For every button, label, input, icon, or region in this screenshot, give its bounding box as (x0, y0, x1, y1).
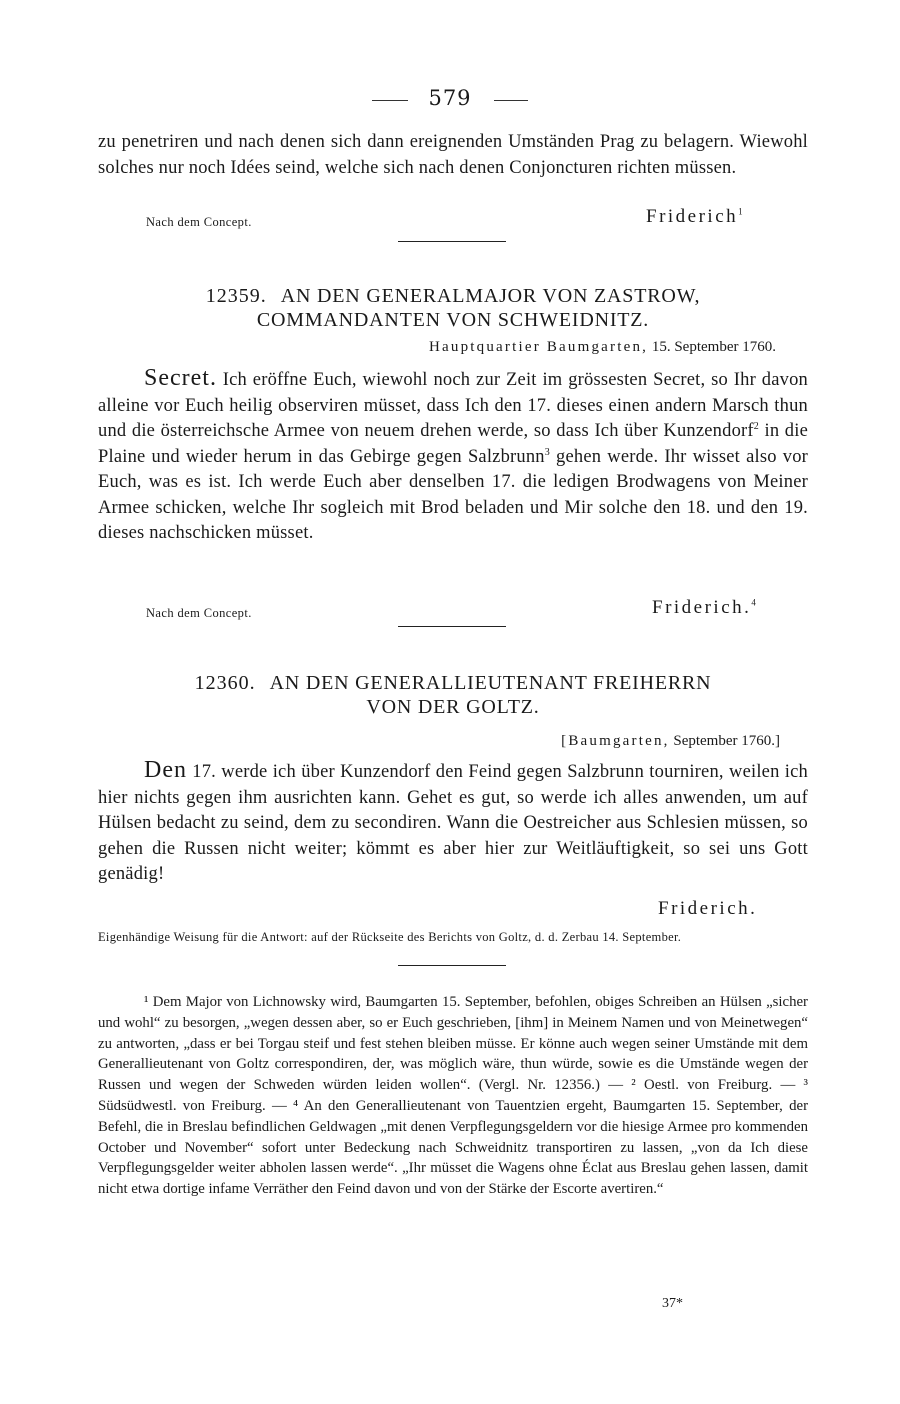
letter1-mark-a: 2 (753, 420, 759, 432)
letter1-place: Hauptquartier Baumgarten, (428, 339, 649, 355)
letter2-place: [Baumgarten, (561, 733, 670, 749)
intro-signature-name: Friderich (646, 206, 739, 227)
letter2-body-text: 17. werde ich über Kunzendorf den Feind gegen Salzbrunn tourniren, weilen ich hier nichts gegen ihm ausrichten kann. Gehet es gut, so werde ich alles anwenden, um auf Hülsen bedacht zu seind, dem zu secondiren. Wann die Oestreicher aus Schlesien müssen, so gehen die Russen nicht weiter; kömmt es aber hier zur Weitläuftigkeit, so sei uns Gott genädig! (98, 762, 808, 884)
letter2-heading-line2: VON DER GOLTZ. (366, 696, 540, 718)
letter1-mark-b: 3 (544, 446, 550, 458)
letter1-body-b: in die Plaine und wieder herum in das Gebirge gegen Salzbrunn (98, 421, 808, 467)
letter1-body-a: Ich eröffne Euch, wiewohl noch zur Zeit im grössesten Secret, so Ihr davon alleine vor Euch heilig observiren müsset, dass Ich den 17. dieses einen andern Marsch thun und die österreichsche Armee von neuem drehen werde, so dass Ich über Kunzendorf (98, 370, 808, 441)
letter1-heading-line2: COMMANDANTEN VON SCHWEIDNITZ. (256, 309, 650, 331)
section-divider (398, 241, 506, 242)
intro-concept-note: Nach dem Concept. (146, 215, 252, 229)
intro-signature (646, 206, 743, 228)
letter2-signature: Friderich. (658, 898, 758, 919)
section-divider (398, 965, 506, 966)
printer-signature-mark: 37* (662, 1296, 683, 1311)
letter2-body (98, 758, 808, 888)
letter1-body-c: gehen werde. Ihr wisset also vor Euch, was es ist. Ich werde Euch aber denselben 17. die ledigen Brodwagens von Meiner Armee schicken, welche Ihr sogleich mit Brod beladen und Mir solche den 18. und den 19. dieses nachschicken müsset. (98, 446, 809, 543)
letter2-recipient: AN DEN GENERALLIEUTENANT FREIHERRN (269, 672, 712, 694)
letter1-concept-note: Nach dem Concept. (146, 606, 252, 620)
intro-paragraph: zu penetriren und nach denen sich dann ereignenden Umständen Prag zu belagern. Wiewohl solches nur noch Idées seind, welche sich nach denen Conjoncturen richten müssen. (98, 132, 808, 178)
letter1-recipient: AN DEN GENERALMAJOR VON ZASTROW, (280, 285, 701, 307)
letter1-heading (98, 284, 808, 332)
letter1-date: 15. September 1760. (651, 339, 776, 355)
letter2-opening: Den (144, 757, 187, 783)
letter1-signature (652, 597, 756, 619)
footnotes: ¹ Dem Major von Lichnowsky wird, Baumgarten 15. September, befohlen, obiges Schreiben an Hülsen „sicher und wohl“ zu besorgen, „wegen dessen aber, so er Euch geschrieben, [ihm] in Meinem Namen und von Meinetwegen“ zu antworten, „dass er bei Torgau steif und fest stehen bleiben müsse. Er könne auch wegen seiner Umstände mit dem Generallieutenant von Goltz correspondiren, der, was möglich wäre, thun würde, sowie es die Umstände wegen der Russen und wegen der Schweden würden leiden wollen“. (Vergl. Nr. 12356.) — ² Oestl. von Freiburg. — ³ Südsüdwestl. von Freiburg. — ⁴ An den Generallieutenant von Tauentzien ergeht, Baumgarten 15. September, der Befehl, die in Breslau befindlichen Geldwagen „mit denen Verpflegungsgeldern vor die hiesige Armee pro kommenden October und November“ sofort unter Bedeckung nach Schweidnitz transportiren zu lassen, „von da Ich diese Verpflegungsgelder weiter abholen lassen werde“. „Ihr müsset die Wagens ohne Éclat aus Breslau gehen lassen, damit nicht etwa dortige infame Verräther den Feind davon und von der Stärke der Escorte avertiren.“ (98, 994, 808, 1198)
letter1-body (98, 366, 808, 547)
letter2-date: September 1760.] (673, 733, 780, 749)
letter2-instruction-note: Eigenhändige Weisung für die Antwort: auf der Rückseite des Berichts von Goltz, d. d. Zerbau 14. September. (98, 930, 682, 944)
letter2-number: 12360. (194, 672, 256, 694)
letter2-heading-line1 (98, 671, 808, 695)
letter2-heading (98, 671, 808, 719)
letter1-signature-mark: 4 (751, 597, 756, 608)
intro-signature-mark: 1 (738, 206, 743, 217)
section-divider (398, 626, 506, 627)
letter2-place-date (98, 733, 780, 750)
letter1-heading-line1 (98, 284, 808, 308)
page-number: 579 (428, 86, 472, 110)
letter1-opening: Secret. (144, 365, 217, 391)
letter1-signature-name: Friderich. (652, 597, 752, 618)
letter1-number: 12359. (205, 285, 267, 307)
letter1-place-date (98, 339, 776, 356)
page-number-rule-right (494, 100, 528, 101)
